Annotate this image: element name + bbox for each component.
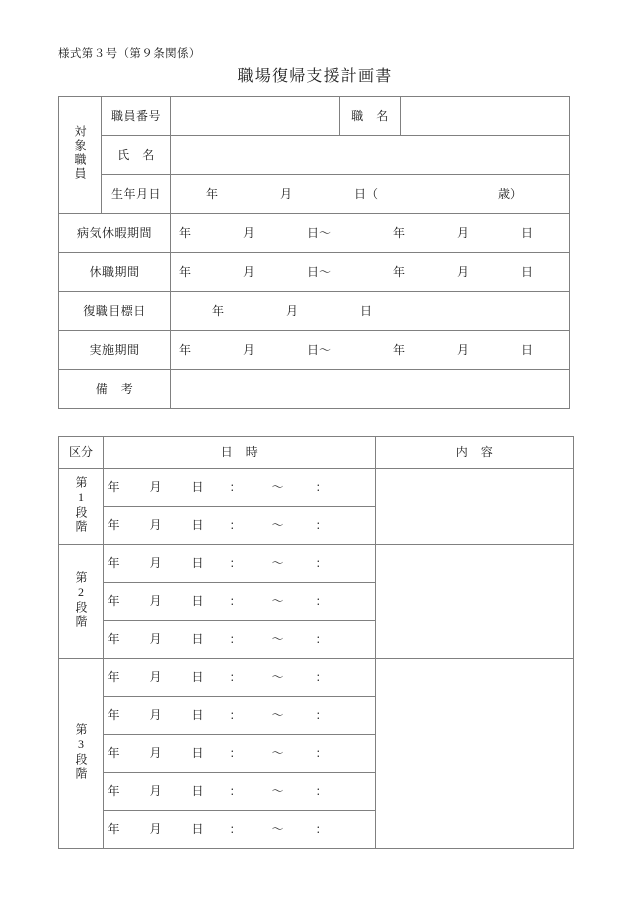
slot-day-token: 日 <box>191 518 204 532</box>
range-year2-token: 年 <box>393 264 406 279</box>
slot-year-token: 年 <box>107 708 120 722</box>
slot-day-token: 日 <box>191 746 204 760</box>
table-row <box>59 214 570 253</box>
slot-colon1-token: ： <box>229 708 242 722</box>
implementation-value[interactable] <box>171 331 570 370</box>
range-month2-token: 月 <box>457 225 470 240</box>
slot-year-token: 年 <box>107 480 120 494</box>
absence-label: 休職期間 <box>59 253 171 292</box>
slot-month-token: 月 <box>149 632 162 646</box>
single-month-token: 月 <box>285 303 298 318</box>
slot-month-token: 月 <box>149 784 162 798</box>
table-row <box>59 469 574 507</box>
birthdate-label: 生年月日 <box>102 175 171 214</box>
implementation-label: 実施期間 <box>59 331 171 370</box>
datetime-slot[interactable] <box>104 545 376 583</box>
slot-colon1-token: ： <box>229 594 242 608</box>
stage-label-cell-2 <box>59 545 104 659</box>
staff-info-table <box>58 96 570 409</box>
slot-colon2-token: ： <box>315 670 328 684</box>
name-label: 氏 名 <box>102 136 171 175</box>
birthdate-year-token: 年 <box>205 186 218 201</box>
slot-tilde-token: ～ <box>271 670 284 684</box>
table-header-row <box>59 437 574 469</box>
slot-colon1-token: ： <box>229 632 242 646</box>
slot-month-token: 月 <box>149 480 162 494</box>
stage-content-cell-1[interactable] <box>376 469 574 545</box>
range-day2-token: 日 <box>521 342 534 357</box>
stage-plan-table <box>58 436 574 849</box>
range-day2-token: 日 <box>521 225 534 240</box>
slot-colon2-token: ： <box>315 594 328 608</box>
slot-year-token: 年 <box>107 518 120 532</box>
job-title-value[interactable] <box>401 97 570 136</box>
datetime-slot[interactable] <box>104 659 376 697</box>
table-row <box>59 253 570 292</box>
slot-colon1-token: ： <box>229 746 242 760</box>
datetime-slot[interactable] <box>104 507 376 545</box>
table-row <box>59 545 574 583</box>
slot-tilde-token: ～ <box>271 594 284 608</box>
slot-month-token: 月 <box>149 822 162 836</box>
slot-tilde-token: ～ <box>271 784 284 798</box>
slot-colon2-token: ： <box>315 708 328 722</box>
table-row <box>59 136 570 175</box>
slot-day-token: 日 <box>191 822 204 836</box>
range-month-token: 月 <box>242 225 255 240</box>
slot-year-token: 年 <box>107 784 120 798</box>
slot-colon1-token: ： <box>229 822 242 836</box>
range-month2-token: 月 <box>457 264 470 279</box>
remarks-value[interactable] <box>171 370 570 409</box>
slot-year-token: 年 <box>107 822 120 836</box>
form-number: 様式第３号（第９条関係） <box>58 48 201 60</box>
employee-number-value[interactable] <box>171 97 340 136</box>
slot-colon2-token: ： <box>315 822 328 836</box>
stage-content-cell-2[interactable] <box>376 545 574 659</box>
range-day-tilde-token: 日～ <box>306 225 331 240</box>
slot-month-token: 月 <box>149 518 162 532</box>
stage-label-cell-1 <box>59 469 104 545</box>
slot-year-token: 年 <box>107 670 120 684</box>
slot-day-token: 日 <box>191 708 204 722</box>
slot-colon1-token: ： <box>229 556 242 570</box>
slot-day-token: 日 <box>191 670 204 684</box>
slot-colon2-token: ： <box>315 784 328 798</box>
datetime-slot[interactable] <box>104 773 376 811</box>
range-month-token: 月 <box>242 264 255 279</box>
range-year2-token: 年 <box>393 225 406 240</box>
document-title: 職場復帰支援計画書 <box>237 68 393 85</box>
slot-colon1-token: ： <box>229 670 242 684</box>
slot-month-token: 月 <box>149 746 162 760</box>
range-year-token: 年 <box>178 342 191 357</box>
datetime-slot[interactable] <box>104 735 376 773</box>
remarks-label: 備 考 <box>59 370 171 409</box>
slot-day-token: 日 <box>191 784 204 798</box>
stage-label-cell-3 <box>59 659 104 849</box>
slot-year-token: 年 <box>107 746 120 760</box>
slot-year-token: 年 <box>107 632 120 646</box>
datetime-slot[interactable] <box>104 621 376 659</box>
slot-colon1-token: ： <box>229 784 242 798</box>
slot-month-token: 月 <box>149 670 162 684</box>
target-staff-group-label <box>59 97 102 214</box>
table-row <box>59 175 570 214</box>
slot-tilde-token: ～ <box>271 822 284 836</box>
stage-label-text: 第2段階 <box>74 570 88 629</box>
stage-content-cell-3[interactable] <box>376 659 574 849</box>
slot-tilde-token: ～ <box>271 480 284 494</box>
slot-colon2-token: ： <box>315 746 328 760</box>
slot-month-token: 月 <box>149 556 162 570</box>
stage-label-text: 第3段階 <box>74 722 88 781</box>
slot-colon1-token: ： <box>229 480 242 494</box>
range-month2-token: 月 <box>457 342 470 357</box>
datetime-slot[interactable] <box>104 469 376 507</box>
slot-month-token: 月 <box>149 594 162 608</box>
range-month-token: 月 <box>242 342 255 357</box>
range-day-tilde-token: 日～ <box>306 342 331 357</box>
datetime-slot[interactable] <box>104 583 376 621</box>
stage-label-text: 第1段階 <box>74 475 88 534</box>
sick-leave-value[interactable] <box>171 214 570 253</box>
birthdate-value[interactable] <box>171 175 570 214</box>
table-row <box>59 370 570 409</box>
slot-colon2-token: ： <box>315 518 328 532</box>
header-naiyo: 内 容 <box>376 437 574 469</box>
sick-leave-label: 病気休暇期間 <box>59 214 171 253</box>
header-kubun: 区分 <box>59 437 104 469</box>
single-year-token: 年 <box>211 303 224 318</box>
header-nichiji: 日 時 <box>104 437 376 469</box>
slot-day-token: 日 <box>191 480 204 494</box>
birthdate-age-token: 歳） <box>498 186 523 201</box>
slot-tilde-token: ～ <box>271 632 284 646</box>
range-day2-token: 日 <box>521 264 534 279</box>
slot-day-token: 日 <box>191 594 204 608</box>
slot-year-token: 年 <box>107 556 120 570</box>
range-year2-token: 年 <box>393 342 406 357</box>
target-staff-group-label-text: 対象職員 <box>73 125 87 181</box>
table-row <box>59 331 570 370</box>
name-value[interactable] <box>171 136 570 175</box>
table-row <box>59 292 570 331</box>
slot-month-token: 月 <box>149 708 162 722</box>
birthdate-day-token: 日（ <box>354 186 379 201</box>
slot-colon1-token: ： <box>229 518 242 532</box>
datetime-slot[interactable] <box>104 697 376 735</box>
table-row <box>59 97 570 136</box>
job-title-label: 職 名 <box>340 97 401 136</box>
slot-colon2-token: ： <box>315 556 328 570</box>
range-year-token: 年 <box>178 225 191 240</box>
slot-colon2-token: ： <box>315 632 328 646</box>
slot-year-token: 年 <box>107 594 120 608</box>
slot-tilde-token: ～ <box>271 518 284 532</box>
slot-day-token: 日 <box>191 632 204 646</box>
employee-number-label: 職員番号 <box>102 97 171 136</box>
return-target-label: 復職目標日 <box>59 292 171 331</box>
slot-tilde-token: ～ <box>271 556 284 570</box>
return-target-value[interactable] <box>171 292 570 331</box>
table-row <box>59 659 574 697</box>
range-day-tilde-token: 日～ <box>306 264 331 279</box>
slot-tilde-token: ～ <box>271 746 284 760</box>
absence-value[interactable] <box>171 253 570 292</box>
single-day-token: 日 <box>360 303 373 318</box>
slot-colon2-token: ： <box>315 480 328 494</box>
slot-day-token: 日 <box>191 556 204 570</box>
slot-tilde-token: ～ <box>271 708 284 722</box>
datetime-slot[interactable] <box>104 811 376 849</box>
birthdate-month-token: 月 <box>279 186 292 201</box>
range-year-token: 年 <box>178 264 191 279</box>
